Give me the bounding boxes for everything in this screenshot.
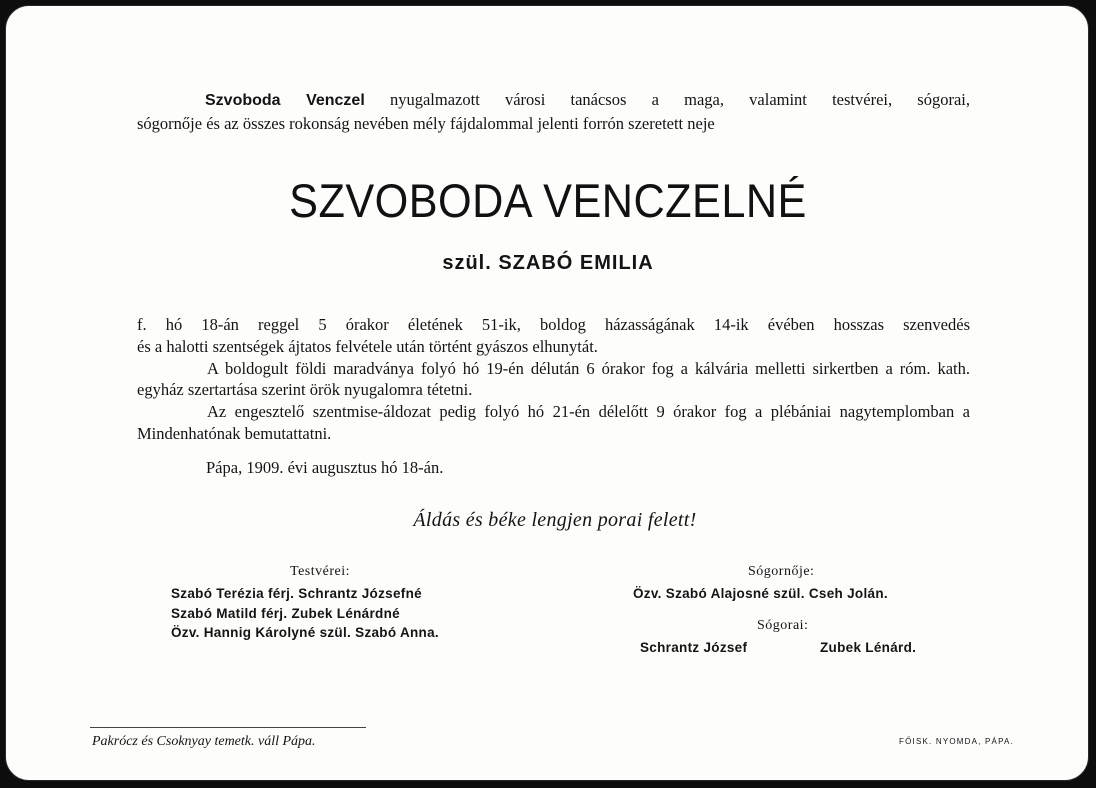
siblings-list [171,584,439,643]
intro-line-1 [137,88,970,112]
brother-in-law-name: Zubek Lénárd. [820,640,917,655]
deceased-name-title: SZVOBODA VENCZELNÉ [289,174,807,227]
blessing-line: Áldás és béke lengjen porai felett! [413,509,697,531]
siblings-heading: Testvérei: [290,564,350,579]
body-paragraph-1 [137,314,970,358]
sibling-name: Szabó Terézia férj. Schrantz Józsefné [171,586,422,601]
husband-name: Szvoboda Venczel [205,92,365,109]
sibling-name: Özv. Hannig Károlyné szül. Szabó Anna. [171,625,439,640]
body-paragraph-1-line-1: f. hó 18-án reggel 5 órakor életének 51-ik, boldog házasságának 14-ik évében hosszas szenvedés [137,315,970,334]
place-date-line: Pápa, 1909. évi augusztus hó 18-án. [206,458,444,477]
body-paragraph-3: Az engesztelő szentmise-áldozat pedig folyó hó 21-én délelőtt 9 órakor fog a plébániai nagytemplomban a Mindenhatónak bemutattatni. [137,402,970,443]
brother-in-law-name: Schrantz József [640,640,748,655]
sister-in-law-name: Özv. Szabó Alajosné szül. Cseh Jolán. [633,586,888,601]
printer-credit: FŐISK. NYOMDA, PÁPA. [899,737,1014,746]
intro-line-1-rest: nyugalmazott városi tanácsos a maga, valamint testvérei, sógorai, [364,90,970,109]
notice-body [137,314,970,445]
sibling-name: Szabó Matild férj. Zubek Lénárdné [171,605,400,621]
sister-in-law-heading: Sógornője: [748,564,815,579]
undertaker-credit: Pakrócz és Csoknyay temetk. váll Pápa. [92,734,316,749]
maiden-name-subtitle: szül. SZABÓ EMILIA [442,252,654,274]
footer-divider [90,727,366,728]
body-paragraph-2: A boldogult földi maradványa folyó hó 19-én délután 6 órakor fog a kálvária melletti sirkertben a róm. kath. egyház szertartása szerint örök nyugalomra tétetni. [137,358,970,400]
body-paragraph-1-line-2: és a halotti szentségek ájtatos felvétele után történt gyászos elhunytát. [137,336,598,356]
intro-line-2: sógornője és az összes rokonság nevében mély fájdalommal jelenti forrón szeretett neje [137,114,715,133]
intro-paragraph [137,88,970,135]
brothers-in-law-heading: Sógorai: [757,618,809,633]
